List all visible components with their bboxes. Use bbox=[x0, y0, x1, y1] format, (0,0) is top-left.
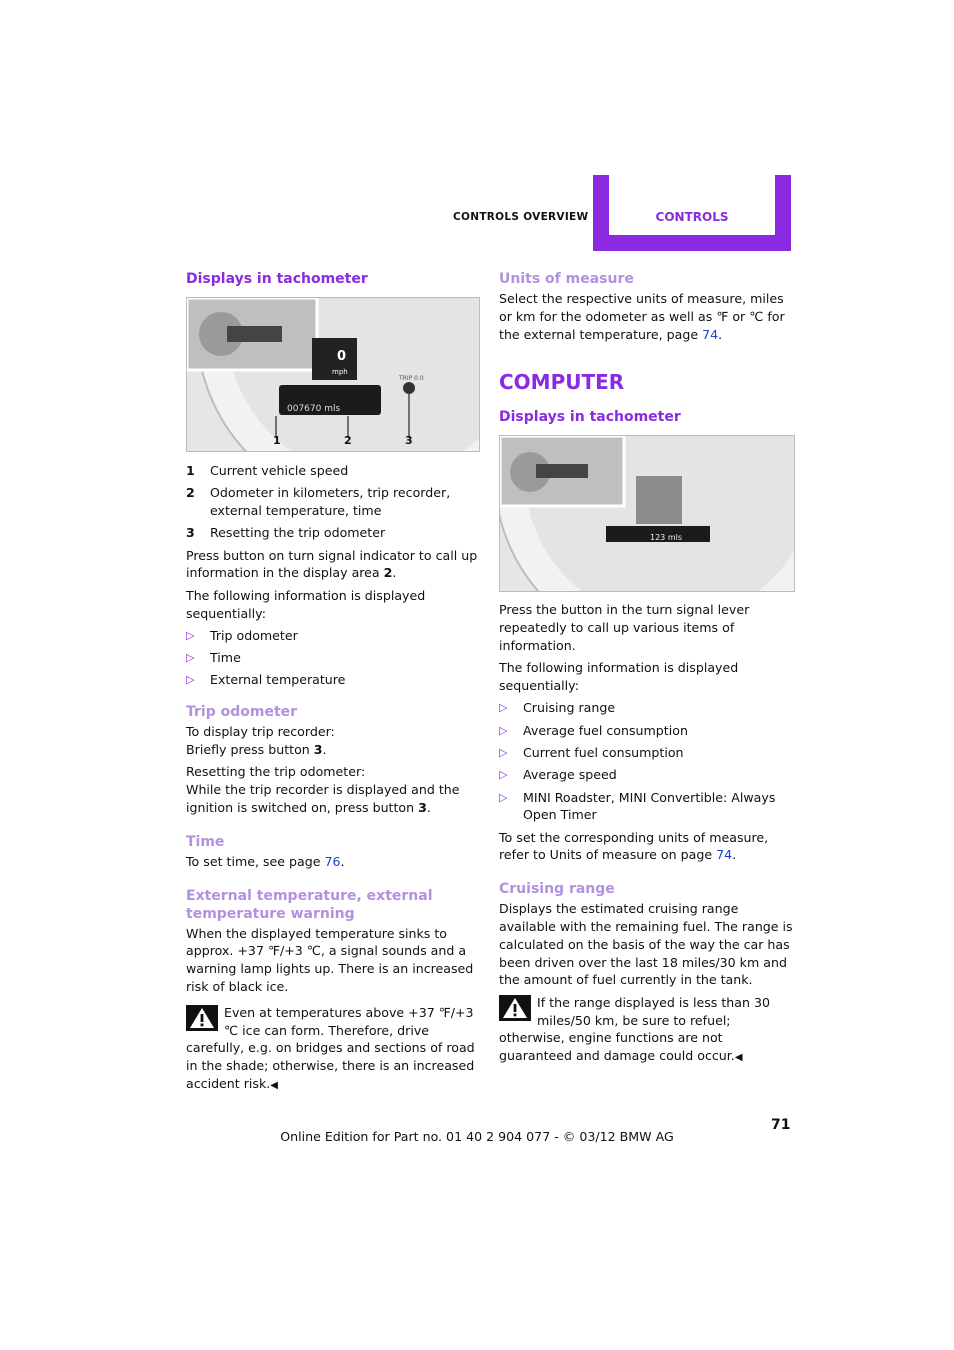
page-number: 71 bbox=[771, 1117, 791, 1133]
paragraph-external-temperature: When the displayed temperature sinks to approx. +37 ℉/+3 ℃, a signal sounds and a warning lamp lights up. There is an increased risk of black ice. bbox=[186, 925, 474, 994]
chapter-tab-label[interactable]: CONTROLS bbox=[655, 210, 729, 224]
tachometer-figure bbox=[186, 297, 480, 452]
triangle-bullet-icon: ▷ bbox=[499, 790, 508, 804]
list-item: 1 Current vehicle speed bbox=[186, 463, 349, 478]
warning-icon bbox=[499, 995, 531, 1021]
chapter-tab-inner bbox=[609, 175, 775, 235]
end-marker-icon: ◀ bbox=[734, 1052, 743, 1064]
section-header: CONTROLS OVERVIEW bbox=[453, 211, 589, 223]
bullet-item: ▷ Average fuel consumption bbox=[499, 722, 688, 738]
odometer-readout: 007670 mls bbox=[287, 404, 341, 414]
bullet-item: ▷ Average speed bbox=[499, 767, 617, 783]
bullet-item: ▷ Time bbox=[186, 650, 241, 666]
heading-cruising-range: Cruising range bbox=[499, 881, 615, 898]
triangle-bullet-icon: ▷ bbox=[499, 745, 508, 759]
page-link-74[interactable]: 74 bbox=[702, 326, 719, 342]
bullet-item: ▷ External temperature bbox=[186, 672, 346, 688]
heading-external-temperature: External temperature, external temperature warning bbox=[186, 887, 433, 922]
heading-time: Time bbox=[186, 833, 225, 850]
bullet-item: ▷ Trip odometer bbox=[186, 627, 298, 643]
speed-readout: 0 bbox=[337, 349, 347, 364]
paragraph-trip-display: To display trip recorder: Briefly press button 3. bbox=[186, 724, 335, 758]
triangle-bullet-icon: ▷ bbox=[186, 628, 195, 642]
left-column bbox=[186, 270, 478, 1095]
triangle-bullet-icon: ▷ bbox=[499, 768, 508, 782]
heading-units-of-measure: Units of measure bbox=[499, 271, 634, 287]
paragraph-following: The following information is displayed sequentially: bbox=[499, 660, 739, 694]
heading-computer: COMPUTER bbox=[499, 370, 625, 395]
paragraph-press-button: Press button on turn signal indicator to call up information in the display area 2. bbox=[186, 547, 478, 581]
paragraph-time: To set time, see page 76. bbox=[186, 853, 345, 869]
triangle-bullet-icon: ▷ bbox=[186, 651, 195, 665]
triangle-bullet-icon: ▷ bbox=[499, 701, 508, 715]
paragraph-trip-reset: Resetting the trip odometer: While the trip recorder is displayed and the ignition is switched on, press button 3. bbox=[186, 764, 460, 815]
page-link-76[interactable]: 76 bbox=[324, 853, 341, 869]
warning-block: Even at temperatures above +37 ℉/+3 ℃ ice can form. Therefore, drive carefully, e.g. on bridges and sections of road in the shade; otherwise, there is an increased accident risk.◀ bbox=[186, 1004, 475, 1091]
bullet-item: ▷ Current fuel consumption bbox=[499, 744, 684, 760]
heading-trip-odometer: Trip odometer bbox=[186, 704, 298, 721]
computer-tachometer-figure bbox=[499, 435, 795, 592]
triangle-bullet-icon: ▷ bbox=[499, 723, 508, 737]
heading-computer-displays: Displays in tachometer bbox=[499, 409, 681, 426]
heading-displays-in-tachometer: Displays in tachometer bbox=[186, 271, 368, 287]
end-marker-icon: ◀ bbox=[270, 1079, 278, 1091]
bullet-item: ▷ MINI Roadster, MINI Convertible: Always Open Timer bbox=[499, 789, 776, 823]
paragraph-following: The following information is displayed sequentially: bbox=[186, 587, 426, 621]
paragraph-units-reference: To set the corresponding units of measure, refer to Units of measure on page 74. bbox=[499, 829, 769, 863]
bullet-item: ▷ Cruising range bbox=[499, 700, 616, 716]
triangle-bullet-icon: ▷ bbox=[186, 673, 195, 687]
speed-unit: mph bbox=[332, 368, 348, 376]
paragraph-press-lever: Press the button in the turn signal lever repeatedly to call up various items of information. bbox=[499, 602, 750, 653]
list-item: 3 Resetting the trip odometer bbox=[186, 525, 386, 541]
warning-block: If the range displayed is less than 30 miles/50 km, be sure to refuel; otherwise, engine functions are not guaranteed and damage could occur.◀ bbox=[499, 994, 770, 1064]
warning-icon bbox=[186, 1005, 218, 1031]
callout-2: 2 bbox=[344, 434, 352, 447]
paragraph-cruising-range: Displays the estimated cruising range available with the remaining fuel. The range is calculated on the basis of the way the car has been driven over the last 18 miles/30 km and the amount of fuel currently in the tank. bbox=[499, 901, 793, 988]
footer-edition: Online Edition for Part no. 01 40 2 904 077 - © 03/12 BMW AG bbox=[280, 1129, 674, 1144]
callout-3: 3 bbox=[405, 434, 413, 447]
callout-1: 1 bbox=[273, 434, 281, 447]
right-column bbox=[499, 270, 793, 1067]
trip-label: TRIP 0.0 bbox=[399, 375, 424, 382]
computer-readout: 123 mls bbox=[650, 533, 682, 543]
list-item: 2 Odometer in kilometers, trip recorder, external temperature, time bbox=[186, 485, 451, 519]
paragraph-units: Select the respective units of measure, miles or km for the odometer as well as ℉ or ℃ for the external temperature, page 74. bbox=[499, 291, 785, 342]
computer-illustration bbox=[500, 436, 794, 591]
page-link-74[interactable]: 74 bbox=[716, 847, 733, 863]
